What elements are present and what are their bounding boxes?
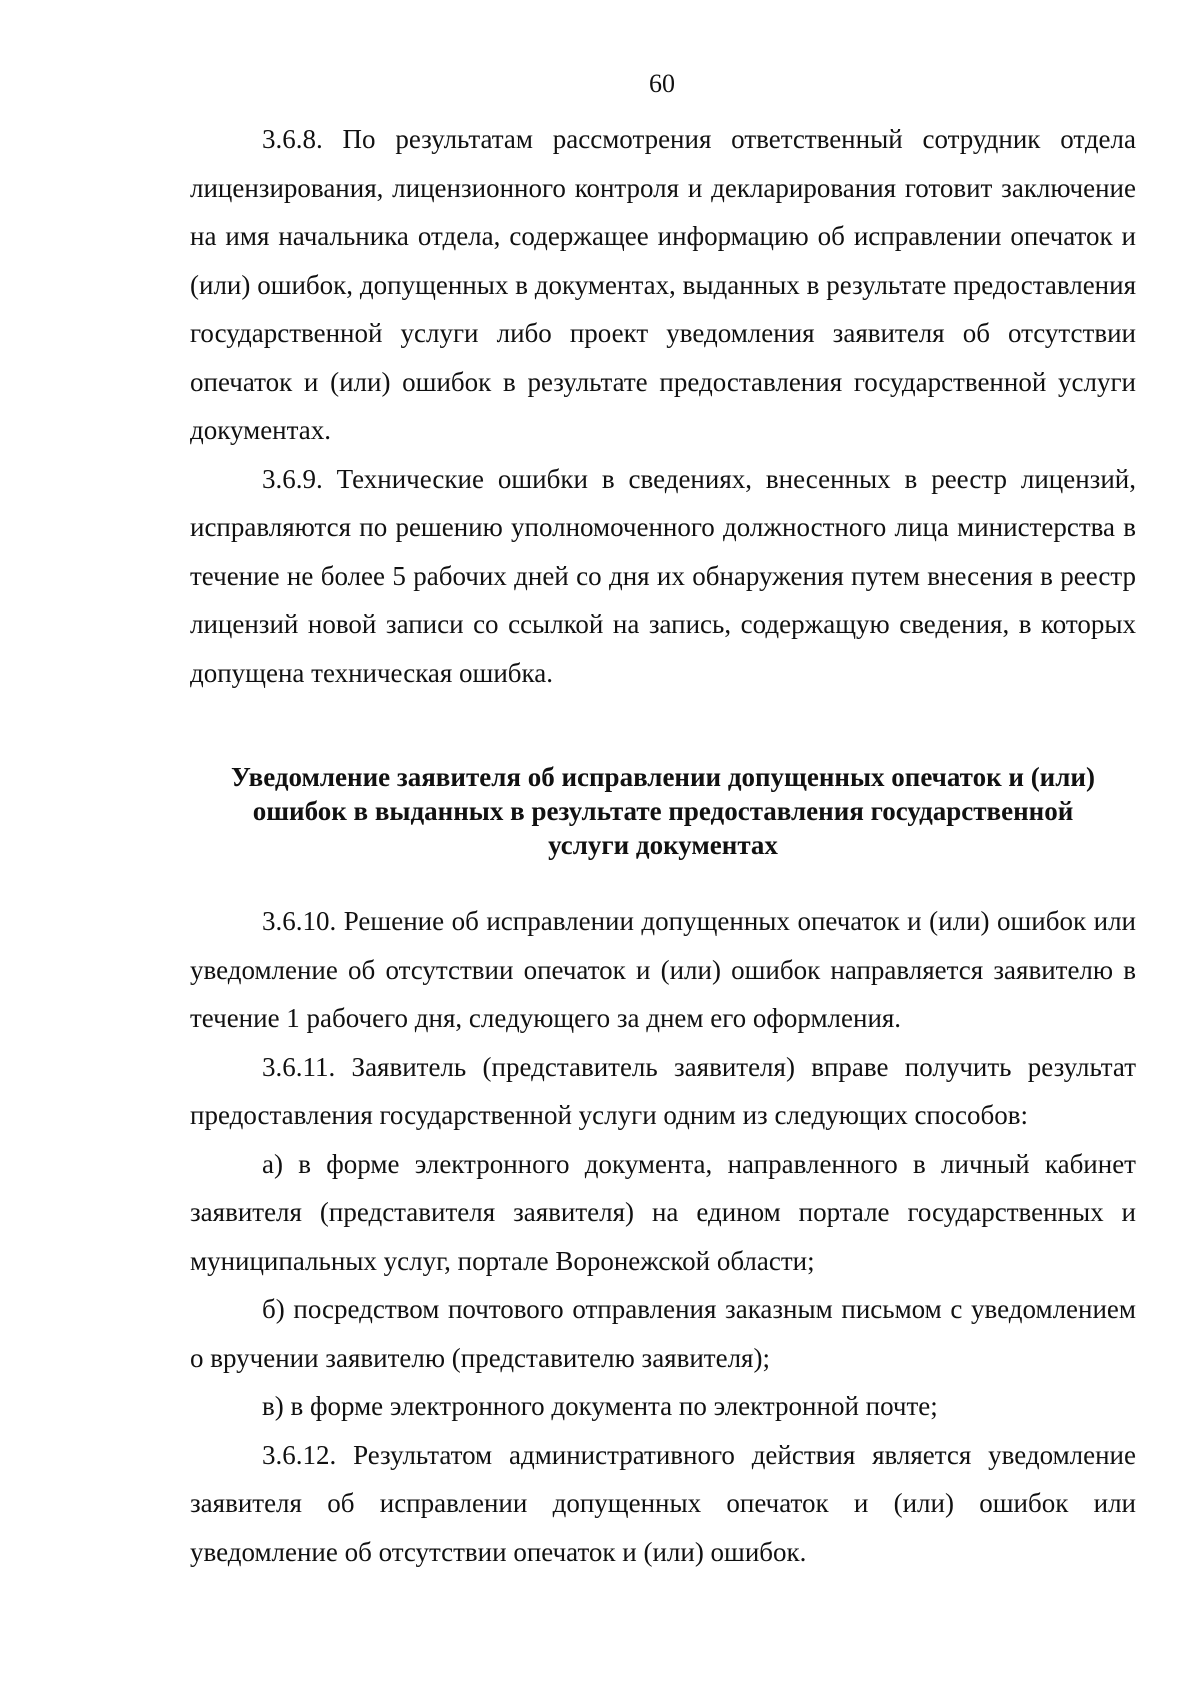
paragraph-3-6-12: 3.6.12. Результатом административного действия является уведомление заявителя об исправлении допущенных опечаток и (или) ошибок или уведомление об отсутствии опечаток и (или) ошибок. (190, 1439, 1136, 1567)
section-heading-line: услуги документах (548, 830, 778, 860)
paragraphs-top (190, 115, 1136, 697)
section-heading-line: ошибок в выданных в результате предоставления государственной (252, 796, 1074, 826)
paragraph-3-6-9: 3.6.9. Технические ошибки в сведениях, внесенных в реестр лицензий, исправляются по решению уполномоченного должностного лица министерства в течение не более 5 рабочих дней со дня их обнаружения путем внесения в реестр лицензий новой записи со ссылкой на запись, содержащую сведения, в которых допущена техническая ошибка. (190, 463, 1136, 688)
page-number: 60 (649, 69, 675, 98)
list-item-b: б) посредством почтового отправления заказным письмом с уведомлением о вручении заявителю (представителю заявителя); (190, 1294, 1136, 1373)
paragraph-3-6-8: 3.6.8. По результатам рассмотрения ответственный сотрудник отдела лицензирования, лицензионного контроля и декларирования готовит заключение на имя начальника отдела, содержащее информацию об исправлении опечаток и (или) ошибок, допущенных в документах, выданных в результате предоставления государственной услуги либо проект уведомления заявителя об отсутствии опечаток и (или) ошибок в результате предоставления государственной услуги документах. (190, 124, 1136, 445)
paragraphs-bottom (190, 897, 1136, 1576)
paragraph-3-6-11: 3.6.11. Заявитель (представитель заявителя) вправе получить результат предоставления государственной услуги одним из следующих способов: (190, 1051, 1136, 1130)
list-item-v: в) в форме электронного документа по электронной почте; (262, 1391, 938, 1421)
section-heading (190, 760, 1136, 862)
section-heading-line: Уведомление заявителя об исправлении допущенных опечаток и (или) (231, 762, 1095, 792)
list-item-a: а) в форме электронного документа, направленного в личный кабинет заявителя (представителя заявителя) на едином портале государственных и муниципальных услуг, портале Воронежской области; (190, 1148, 1136, 1276)
paragraph-3-6-10: 3.6.10. Решение об исправлении допущенных опечаток и (или) ошибок или уведомление об отсутствии опечаток и (или) ошибок направляется заявителю в течение 1 рабочего дня, следующего за днем его оформления. (190, 906, 1136, 1033)
